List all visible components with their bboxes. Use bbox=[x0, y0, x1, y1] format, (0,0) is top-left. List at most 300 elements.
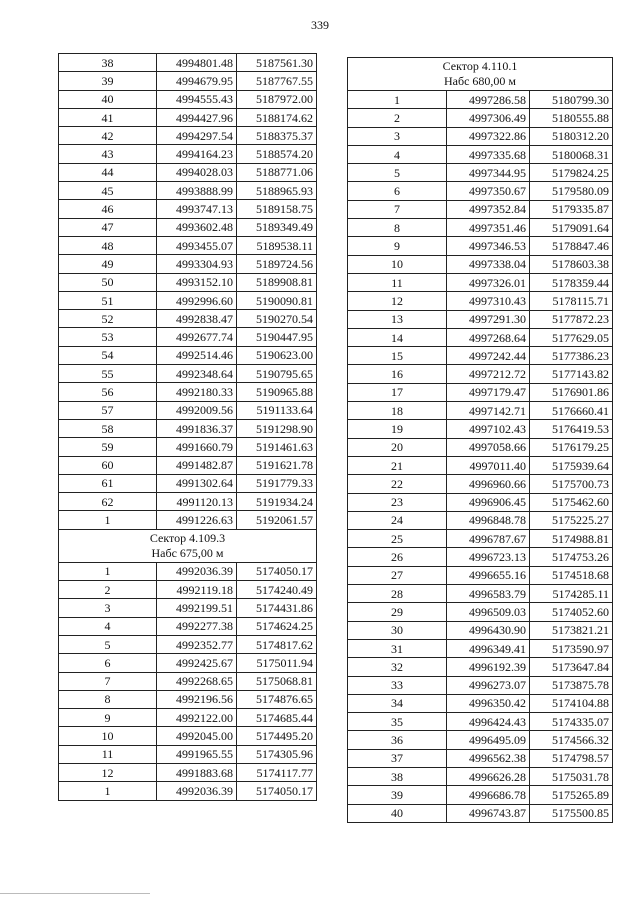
table-row bbox=[59, 108, 317, 126]
point-number-cell: 52 bbox=[59, 310, 157, 328]
point-number-cell: 41 bbox=[59, 108, 157, 126]
y-coordinate-cell: 5174876.65 bbox=[237, 690, 317, 708]
x-coordinate-cell: 4992268.65 bbox=[157, 672, 237, 690]
y-coordinate-cell: 5191133.64 bbox=[237, 401, 317, 419]
table-row bbox=[59, 145, 317, 163]
table-row bbox=[59, 456, 317, 474]
point-number-cell: 15 bbox=[348, 347, 447, 365]
x-coordinate-cell: 4997291.30 bbox=[447, 310, 530, 328]
x-coordinate-cell: 4994164.23 bbox=[157, 145, 237, 163]
x-coordinate-cell: 4997286.58 bbox=[447, 91, 530, 109]
point-number-cell: 31 bbox=[348, 639, 447, 657]
section-subtitle: Набс 680,00 м bbox=[443, 74, 517, 88]
y-coordinate-cell: 5175225.27 bbox=[530, 511, 613, 529]
y-coordinate-cell: 5189538.11 bbox=[237, 236, 317, 254]
table-row bbox=[59, 127, 317, 145]
x-coordinate-cell: 4991660.79 bbox=[157, 438, 237, 456]
x-coordinate-cell: 4996495.09 bbox=[447, 731, 530, 749]
table-row bbox=[348, 365, 613, 383]
y-coordinate-cell: 5177872.23 bbox=[530, 310, 613, 328]
table-row bbox=[348, 109, 613, 127]
table-row bbox=[59, 200, 317, 218]
point-number-cell: 37 bbox=[348, 749, 447, 767]
x-coordinate-cell: 4997326.01 bbox=[447, 273, 530, 291]
x-coordinate-cell: 4991226.63 bbox=[157, 511, 237, 529]
point-number-cell: 29 bbox=[348, 603, 447, 621]
point-number-cell: 59 bbox=[59, 438, 157, 456]
y-coordinate-cell: 5180068.31 bbox=[530, 145, 613, 163]
x-coordinate-cell: 4991120.13 bbox=[157, 493, 237, 511]
point-number-cell: 47 bbox=[59, 218, 157, 236]
point-number-cell: 8 bbox=[59, 690, 157, 708]
x-coordinate-cell: 4997335.68 bbox=[447, 145, 530, 163]
table-row bbox=[59, 654, 317, 672]
y-coordinate-cell: 5191779.33 bbox=[237, 474, 317, 492]
table-row bbox=[59, 328, 317, 346]
point-number-cell: 4 bbox=[59, 617, 157, 635]
y-coordinate-cell: 5174518.68 bbox=[530, 566, 613, 584]
table-row bbox=[59, 709, 317, 727]
x-coordinate-cell: 4997268.64 bbox=[447, 328, 530, 346]
point-number-cell: 8 bbox=[348, 219, 447, 237]
y-coordinate-cell: 5178847.46 bbox=[530, 237, 613, 255]
point-number-cell: 60 bbox=[59, 456, 157, 474]
table-row bbox=[59, 474, 317, 492]
x-coordinate-cell: 4992199.51 bbox=[157, 599, 237, 617]
y-coordinate-cell: 5174117.77 bbox=[237, 763, 317, 781]
y-coordinate-cell: 5188174.62 bbox=[237, 108, 317, 126]
point-number-cell: 35 bbox=[348, 713, 447, 731]
table-row bbox=[348, 511, 613, 529]
x-coordinate-cell: 4997350.67 bbox=[447, 182, 530, 200]
page-number: 339 bbox=[311, 18, 329, 32]
x-coordinate-cell: 4997352.84 bbox=[447, 200, 530, 218]
table-row bbox=[59, 218, 317, 236]
x-coordinate-cell: 4997322.86 bbox=[447, 127, 530, 145]
table-row bbox=[59, 635, 317, 653]
y-coordinate-cell: 5176901.86 bbox=[530, 383, 613, 401]
y-coordinate-cell: 5175265.89 bbox=[530, 786, 613, 804]
x-coordinate-cell: 4992036.39 bbox=[157, 782, 237, 800]
table-row bbox=[348, 767, 613, 785]
x-coordinate-cell: 4994555.43 bbox=[157, 90, 237, 108]
x-coordinate-cell: 4992196.56 bbox=[157, 690, 237, 708]
x-coordinate-cell: 4994679.95 bbox=[157, 72, 237, 90]
y-coordinate-cell: 5191461.63 bbox=[237, 438, 317, 456]
x-coordinate-cell: 4993455.07 bbox=[157, 236, 237, 254]
table-row bbox=[348, 548, 613, 566]
table-row bbox=[348, 273, 613, 291]
point-number-cell: 2 bbox=[348, 109, 447, 127]
x-coordinate-cell: 4996430.90 bbox=[447, 621, 530, 639]
x-coordinate-cell: 4997346.53 bbox=[447, 237, 530, 255]
y-coordinate-cell: 5174566.32 bbox=[530, 731, 613, 749]
x-coordinate-cell: 4992180.33 bbox=[157, 383, 237, 401]
x-coordinate-cell: 4996273.07 bbox=[447, 676, 530, 694]
x-coordinate-cell: 4992045.00 bbox=[157, 727, 237, 745]
x-coordinate-cell: 4997011.40 bbox=[447, 456, 530, 474]
y-coordinate-cell: 5189724.56 bbox=[237, 255, 317, 273]
table-row bbox=[348, 749, 613, 767]
y-coordinate-cell: 5189908.81 bbox=[237, 273, 317, 291]
y-coordinate-cell: 5190090.81 bbox=[237, 291, 317, 309]
scan-artifact-line bbox=[0, 893, 150, 894]
x-coordinate-cell: 4996723.13 bbox=[447, 548, 530, 566]
x-coordinate-cell: 4993602.48 bbox=[157, 218, 237, 236]
left-coordinates-table bbox=[58, 53, 317, 801]
point-number-cell: 25 bbox=[348, 530, 447, 548]
table-row bbox=[59, 419, 317, 437]
table-row bbox=[59, 236, 317, 254]
point-number-cell: 44 bbox=[59, 163, 157, 181]
x-coordinate-cell: 4992996.60 bbox=[157, 291, 237, 309]
point-number-cell: 27 bbox=[348, 566, 447, 584]
point-number-cell: 55 bbox=[59, 365, 157, 383]
y-coordinate-cell: 5190623.00 bbox=[237, 346, 317, 364]
point-number-cell: 14 bbox=[348, 328, 447, 346]
y-coordinate-cell: 5190965.88 bbox=[237, 383, 317, 401]
point-number-cell: 40 bbox=[59, 90, 157, 108]
y-coordinate-cell: 5174431.86 bbox=[237, 599, 317, 617]
y-coordinate-cell: 5178603.38 bbox=[530, 255, 613, 273]
table-row bbox=[348, 694, 613, 712]
point-number-cell: 50 bbox=[59, 273, 157, 291]
table-row bbox=[348, 255, 613, 273]
table-row bbox=[59, 782, 317, 800]
y-coordinate-cell: 5174104.88 bbox=[530, 694, 613, 712]
table-row bbox=[348, 676, 613, 694]
x-coordinate-cell: 4996562.38 bbox=[447, 749, 530, 767]
point-number-cell: 3 bbox=[348, 127, 447, 145]
table-row bbox=[59, 690, 317, 708]
table-row bbox=[59, 727, 317, 745]
point-number-cell: 11 bbox=[348, 273, 447, 291]
point-number-cell: 19 bbox=[348, 420, 447, 438]
x-coordinate-cell: 4992277.38 bbox=[157, 617, 237, 635]
point-number-cell: 12 bbox=[348, 292, 447, 310]
point-number-cell: 57 bbox=[59, 401, 157, 419]
x-coordinate-cell: 4996349.41 bbox=[447, 639, 530, 657]
section-title: Сектор 4.110.1 bbox=[442, 59, 518, 73]
table-row bbox=[348, 383, 613, 401]
y-coordinate-cell: 5174685.44 bbox=[237, 709, 317, 727]
table-row bbox=[348, 658, 613, 676]
x-coordinate-cell: 4992036.39 bbox=[157, 562, 237, 580]
point-number-cell: 4 bbox=[348, 145, 447, 163]
x-coordinate-cell: 4992122.00 bbox=[157, 709, 237, 727]
table-row bbox=[348, 621, 613, 639]
table-row bbox=[59, 182, 317, 200]
x-coordinate-cell: 4996424.43 bbox=[447, 713, 530, 731]
table-row bbox=[348, 145, 613, 163]
table-row bbox=[348, 237, 613, 255]
table-row bbox=[59, 562, 317, 580]
x-coordinate-cell: 4991836.37 bbox=[157, 419, 237, 437]
x-coordinate-cell: 4997212.72 bbox=[447, 365, 530, 383]
y-coordinate-cell: 5175500.85 bbox=[530, 804, 613, 822]
x-coordinate-cell: 4996509.03 bbox=[447, 603, 530, 621]
point-number-cell: 1 bbox=[59, 562, 157, 580]
y-coordinate-cell: 5180312.20 bbox=[530, 127, 613, 145]
y-coordinate-cell: 5177386.23 bbox=[530, 347, 613, 365]
y-coordinate-cell: 5174240.49 bbox=[237, 581, 317, 599]
point-number-cell: 26 bbox=[348, 548, 447, 566]
point-number-cell: 39 bbox=[59, 72, 157, 90]
point-number-cell: 22 bbox=[348, 475, 447, 493]
point-number-cell: 42 bbox=[59, 127, 157, 145]
table-row bbox=[348, 292, 613, 310]
table-row bbox=[59, 599, 317, 617]
point-number-cell: 53 bbox=[59, 328, 157, 346]
table-row bbox=[348, 347, 613, 365]
x-coordinate-cell: 4996655.16 bbox=[447, 566, 530, 584]
point-number-cell: 13 bbox=[348, 310, 447, 328]
x-coordinate-cell: 4992352.77 bbox=[157, 635, 237, 653]
y-coordinate-cell: 5177143.82 bbox=[530, 365, 613, 383]
y-coordinate-cell: 5174050.17 bbox=[237, 562, 317, 580]
section-header bbox=[59, 529, 317, 562]
y-coordinate-cell: 5177629.05 bbox=[530, 328, 613, 346]
y-coordinate-cell: 5188574.20 bbox=[237, 145, 317, 163]
x-coordinate-cell: 4996686.78 bbox=[447, 786, 530, 804]
point-number-cell: 7 bbox=[59, 672, 157, 690]
y-coordinate-cell: 5192061.57 bbox=[237, 511, 317, 529]
table-row bbox=[59, 438, 317, 456]
x-coordinate-cell: 4997351.46 bbox=[447, 219, 530, 237]
x-coordinate-cell: 4996350.42 bbox=[447, 694, 530, 712]
point-number-cell: 54 bbox=[59, 346, 157, 364]
table-row bbox=[348, 200, 613, 218]
x-coordinate-cell: 4997338.04 bbox=[447, 255, 530, 273]
section-header-row bbox=[348, 58, 613, 91]
table-row bbox=[348, 475, 613, 493]
y-coordinate-cell: 5179335.87 bbox=[530, 200, 613, 218]
table-row bbox=[59, 745, 317, 763]
y-coordinate-cell: 5188771.06 bbox=[237, 163, 317, 181]
y-coordinate-cell: 5190447.95 bbox=[237, 328, 317, 346]
point-number-cell: 38 bbox=[59, 54, 157, 72]
y-coordinate-cell: 5187561.30 bbox=[237, 54, 317, 72]
x-coordinate-cell: 4993747.13 bbox=[157, 200, 237, 218]
point-number-cell: 30 bbox=[348, 621, 447, 639]
point-number-cell: 2 bbox=[59, 581, 157, 599]
table-row bbox=[59, 54, 317, 72]
table-row bbox=[348, 639, 613, 657]
point-number-cell: 43 bbox=[59, 145, 157, 163]
point-number-cell: 39 bbox=[348, 786, 447, 804]
table-row bbox=[348, 566, 613, 584]
y-coordinate-cell: 5188965.93 bbox=[237, 182, 317, 200]
y-coordinate-cell: 5191934.24 bbox=[237, 493, 317, 511]
point-number-cell: 32 bbox=[348, 658, 447, 676]
y-coordinate-cell: 5175939.64 bbox=[530, 456, 613, 474]
table-row bbox=[348, 328, 613, 346]
table-row bbox=[59, 310, 317, 328]
y-coordinate-cell: 5174798.57 bbox=[530, 749, 613, 767]
point-number-cell: 56 bbox=[59, 383, 157, 401]
point-number-cell: 49 bbox=[59, 255, 157, 273]
y-coordinate-cell: 5174305.96 bbox=[237, 745, 317, 763]
table-row bbox=[59, 493, 317, 511]
table-row bbox=[59, 401, 317, 419]
x-coordinate-cell: 4993152.10 bbox=[157, 273, 237, 291]
y-coordinate-cell: 5174988.81 bbox=[530, 530, 613, 548]
table-row bbox=[348, 493, 613, 511]
point-number-cell: 1 bbox=[348, 91, 447, 109]
x-coordinate-cell: 4991302.64 bbox=[157, 474, 237, 492]
point-number-cell: 6 bbox=[59, 654, 157, 672]
x-coordinate-cell: 4997102.43 bbox=[447, 420, 530, 438]
y-coordinate-cell: 5190795.65 bbox=[237, 365, 317, 383]
table-row bbox=[59, 72, 317, 90]
x-coordinate-cell: 4997058.66 bbox=[447, 438, 530, 456]
table-row bbox=[59, 511, 317, 529]
y-coordinate-cell: 5175700.73 bbox=[530, 475, 613, 493]
table-row bbox=[59, 346, 317, 364]
y-coordinate-cell: 5189158.75 bbox=[237, 200, 317, 218]
x-coordinate-cell: 4996906.45 bbox=[447, 493, 530, 511]
x-coordinate-cell: 4996743.87 bbox=[447, 804, 530, 822]
point-number-cell: 45 bbox=[59, 182, 157, 200]
x-coordinate-cell: 4994028.03 bbox=[157, 163, 237, 181]
x-coordinate-cell: 4997310.43 bbox=[447, 292, 530, 310]
y-coordinate-cell: 5179824.25 bbox=[530, 164, 613, 182]
table-row bbox=[348, 219, 613, 237]
table-row bbox=[348, 402, 613, 420]
x-coordinate-cell: 4994297.54 bbox=[157, 127, 237, 145]
x-coordinate-cell: 4991482.87 bbox=[157, 456, 237, 474]
x-coordinate-cell: 4997142.71 bbox=[447, 402, 530, 420]
table-row bbox=[348, 182, 613, 200]
table-row bbox=[59, 581, 317, 599]
point-number-cell: 1 bbox=[59, 511, 157, 529]
point-number-cell: 9 bbox=[348, 237, 447, 255]
y-coordinate-cell: 5178359.44 bbox=[530, 273, 613, 291]
point-number-cell: 20 bbox=[348, 438, 447, 456]
table-row bbox=[59, 365, 317, 383]
x-coordinate-cell: 4996626.28 bbox=[447, 767, 530, 785]
x-coordinate-cell: 4997242.44 bbox=[447, 347, 530, 365]
y-coordinate-cell: 5173647.84 bbox=[530, 658, 613, 676]
table-row bbox=[59, 273, 317, 291]
y-coordinate-cell: 5175068.81 bbox=[237, 672, 317, 690]
x-coordinate-cell: 4993304.93 bbox=[157, 255, 237, 273]
y-coordinate-cell: 5174050.17 bbox=[237, 782, 317, 800]
table-row bbox=[348, 804, 613, 822]
x-coordinate-cell: 4994427.96 bbox=[157, 108, 237, 126]
y-coordinate-cell: 5176419.53 bbox=[530, 420, 613, 438]
point-number-cell: 38 bbox=[348, 767, 447, 785]
table-row bbox=[59, 763, 317, 781]
x-coordinate-cell: 4996787.67 bbox=[447, 530, 530, 548]
table-row bbox=[348, 310, 613, 328]
y-coordinate-cell: 5174817.62 bbox=[237, 635, 317, 653]
y-coordinate-cell: 5175462.60 bbox=[530, 493, 613, 511]
point-number-cell: 23 bbox=[348, 493, 447, 511]
y-coordinate-cell: 5189349.49 bbox=[237, 218, 317, 236]
point-number-cell: 7 bbox=[348, 200, 447, 218]
table-row bbox=[59, 90, 317, 108]
x-coordinate-cell: 4997179.47 bbox=[447, 383, 530, 401]
x-coordinate-cell: 4996192.39 bbox=[447, 658, 530, 676]
y-coordinate-cell: 5176179.25 bbox=[530, 438, 613, 456]
x-coordinate-cell: 4996848.78 bbox=[447, 511, 530, 529]
point-number-cell: 24 bbox=[348, 511, 447, 529]
x-coordinate-cell: 4992838.47 bbox=[157, 310, 237, 328]
y-coordinate-cell: 5173821.21 bbox=[530, 621, 613, 639]
point-number-cell: 21 bbox=[348, 456, 447, 474]
point-number-cell: 10 bbox=[348, 255, 447, 273]
y-coordinate-cell: 5175031.78 bbox=[530, 767, 613, 785]
table-row bbox=[348, 438, 613, 456]
y-coordinate-cell: 5191621.78 bbox=[237, 456, 317, 474]
point-number-cell: 62 bbox=[59, 493, 157, 511]
x-coordinate-cell: 4996583.79 bbox=[447, 585, 530, 603]
point-number-cell: 1 bbox=[59, 782, 157, 800]
right-coordinates-table bbox=[347, 57, 613, 823]
point-number-cell: 28 bbox=[348, 585, 447, 603]
y-coordinate-cell: 5174624.25 bbox=[237, 617, 317, 635]
point-number-cell: 18 bbox=[348, 402, 447, 420]
section-subtitle: Набс 675,00 м bbox=[151, 545, 224, 560]
x-coordinate-cell: 4992009.56 bbox=[157, 401, 237, 419]
x-coordinate-cell: 4996960.66 bbox=[447, 475, 530, 493]
x-coordinate-cell: 4992119.18 bbox=[157, 581, 237, 599]
table-row bbox=[59, 291, 317, 309]
table-row bbox=[348, 456, 613, 474]
y-coordinate-cell: 5180555.88 bbox=[530, 109, 613, 127]
section-header bbox=[348, 58, 613, 91]
y-coordinate-cell: 5174753.26 bbox=[530, 548, 613, 566]
point-number-cell: 5 bbox=[348, 164, 447, 182]
table-row bbox=[348, 127, 613, 145]
point-number-cell: 34 bbox=[348, 694, 447, 712]
point-number-cell: 9 bbox=[59, 709, 157, 727]
table-row bbox=[59, 617, 317, 635]
point-number-cell: 61 bbox=[59, 474, 157, 492]
x-coordinate-cell: 4994801.48 bbox=[157, 54, 237, 72]
point-number-cell: 46 bbox=[59, 200, 157, 218]
y-coordinate-cell: 5179580.09 bbox=[530, 182, 613, 200]
section-title: Сектор 4.109.3 bbox=[149, 530, 226, 545]
section-header-row bbox=[59, 529, 317, 562]
y-coordinate-cell: 5176660.41 bbox=[530, 402, 613, 420]
y-coordinate-cell: 5187972.00 bbox=[237, 90, 317, 108]
point-number-cell: 5 bbox=[59, 635, 157, 653]
y-coordinate-cell: 5191298.90 bbox=[237, 419, 317, 437]
x-coordinate-cell: 4993888.99 bbox=[157, 182, 237, 200]
x-coordinate-cell: 4992425.67 bbox=[157, 654, 237, 672]
point-number-cell: 10 bbox=[59, 727, 157, 745]
point-number-cell: 33 bbox=[348, 676, 447, 694]
table-row bbox=[348, 713, 613, 731]
y-coordinate-cell: 5174495.20 bbox=[237, 727, 317, 745]
y-coordinate-cell: 5179091.64 bbox=[530, 219, 613, 237]
point-number-cell: 16 bbox=[348, 365, 447, 383]
y-coordinate-cell: 5174335.07 bbox=[530, 713, 613, 731]
table-row bbox=[348, 164, 613, 182]
table-row bbox=[348, 731, 613, 749]
point-number-cell: 40 bbox=[348, 804, 447, 822]
y-coordinate-cell: 5180799.30 bbox=[530, 91, 613, 109]
x-coordinate-cell: 4992348.64 bbox=[157, 365, 237, 383]
point-number-cell: 11 bbox=[59, 745, 157, 763]
y-coordinate-cell: 5173875.78 bbox=[530, 676, 613, 694]
point-number-cell: 58 bbox=[59, 419, 157, 437]
table-row bbox=[59, 163, 317, 181]
y-coordinate-cell: 5175011.94 bbox=[237, 654, 317, 672]
y-coordinate-cell: 5174052.60 bbox=[530, 603, 613, 621]
